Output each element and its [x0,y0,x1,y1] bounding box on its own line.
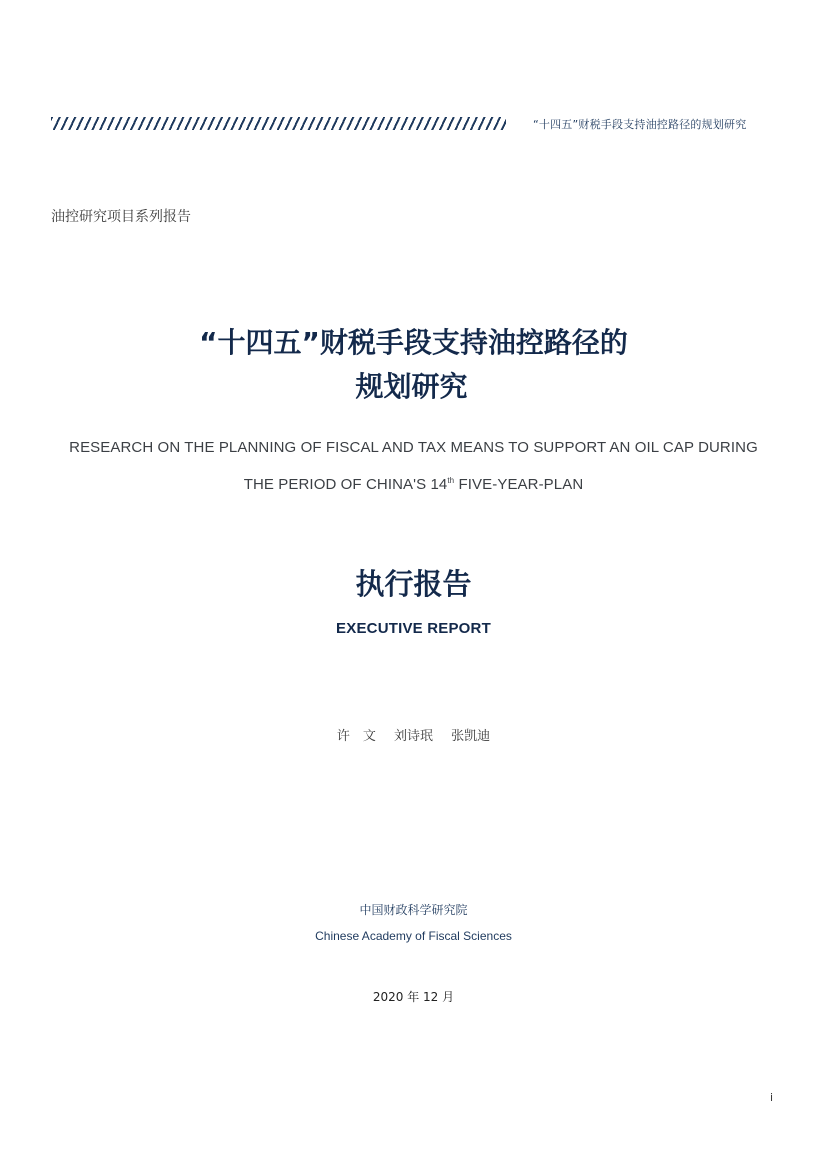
author-name: 张凯迪 [451,729,491,744]
title-en-line-2-pre: THE PERIOD OF CHINA'S 14 [243,476,448,493]
report-type-zh: 执行报告 [355,567,472,601]
publication-date: 2020 年 12 月 [372,990,455,1004]
series-label: 油控研究项目系列报告 [51,209,191,225]
title-en-line-1: RESEARCH ON THE PLANNING OF FISCAL AND TAX MEANS TO SUPPORT AN OIL CAP DURING [69,439,758,456]
title-zh-line-1: “十四五”财税手段支持油控路径的 [199,326,628,359]
title-en-ordinal-suffix: th [447,476,455,485]
author-name: 刘诗珉 [393,729,433,744]
report-type-en: EXECUTIVE REPORT [336,620,491,637]
title-zh-line-2: 规划研究 [355,370,468,403]
page-number: i [770,1091,774,1104]
organization-zh: 中国财政科学研究院 [359,903,468,917]
header-hatch-bar [51,117,506,130]
organization-en: Chinese Academy of Fiscal Sciences [315,929,512,943]
authors-line [0,725,827,744]
title-en-line-2-post: FIVE-YEAR-PLAN [454,476,584,493]
title-en-line-2 [0,465,827,501]
author-name: 许 文 [336,729,376,744]
running-header-title: “十四五”财税手段支持油控路径的规划研究 [533,118,747,131]
